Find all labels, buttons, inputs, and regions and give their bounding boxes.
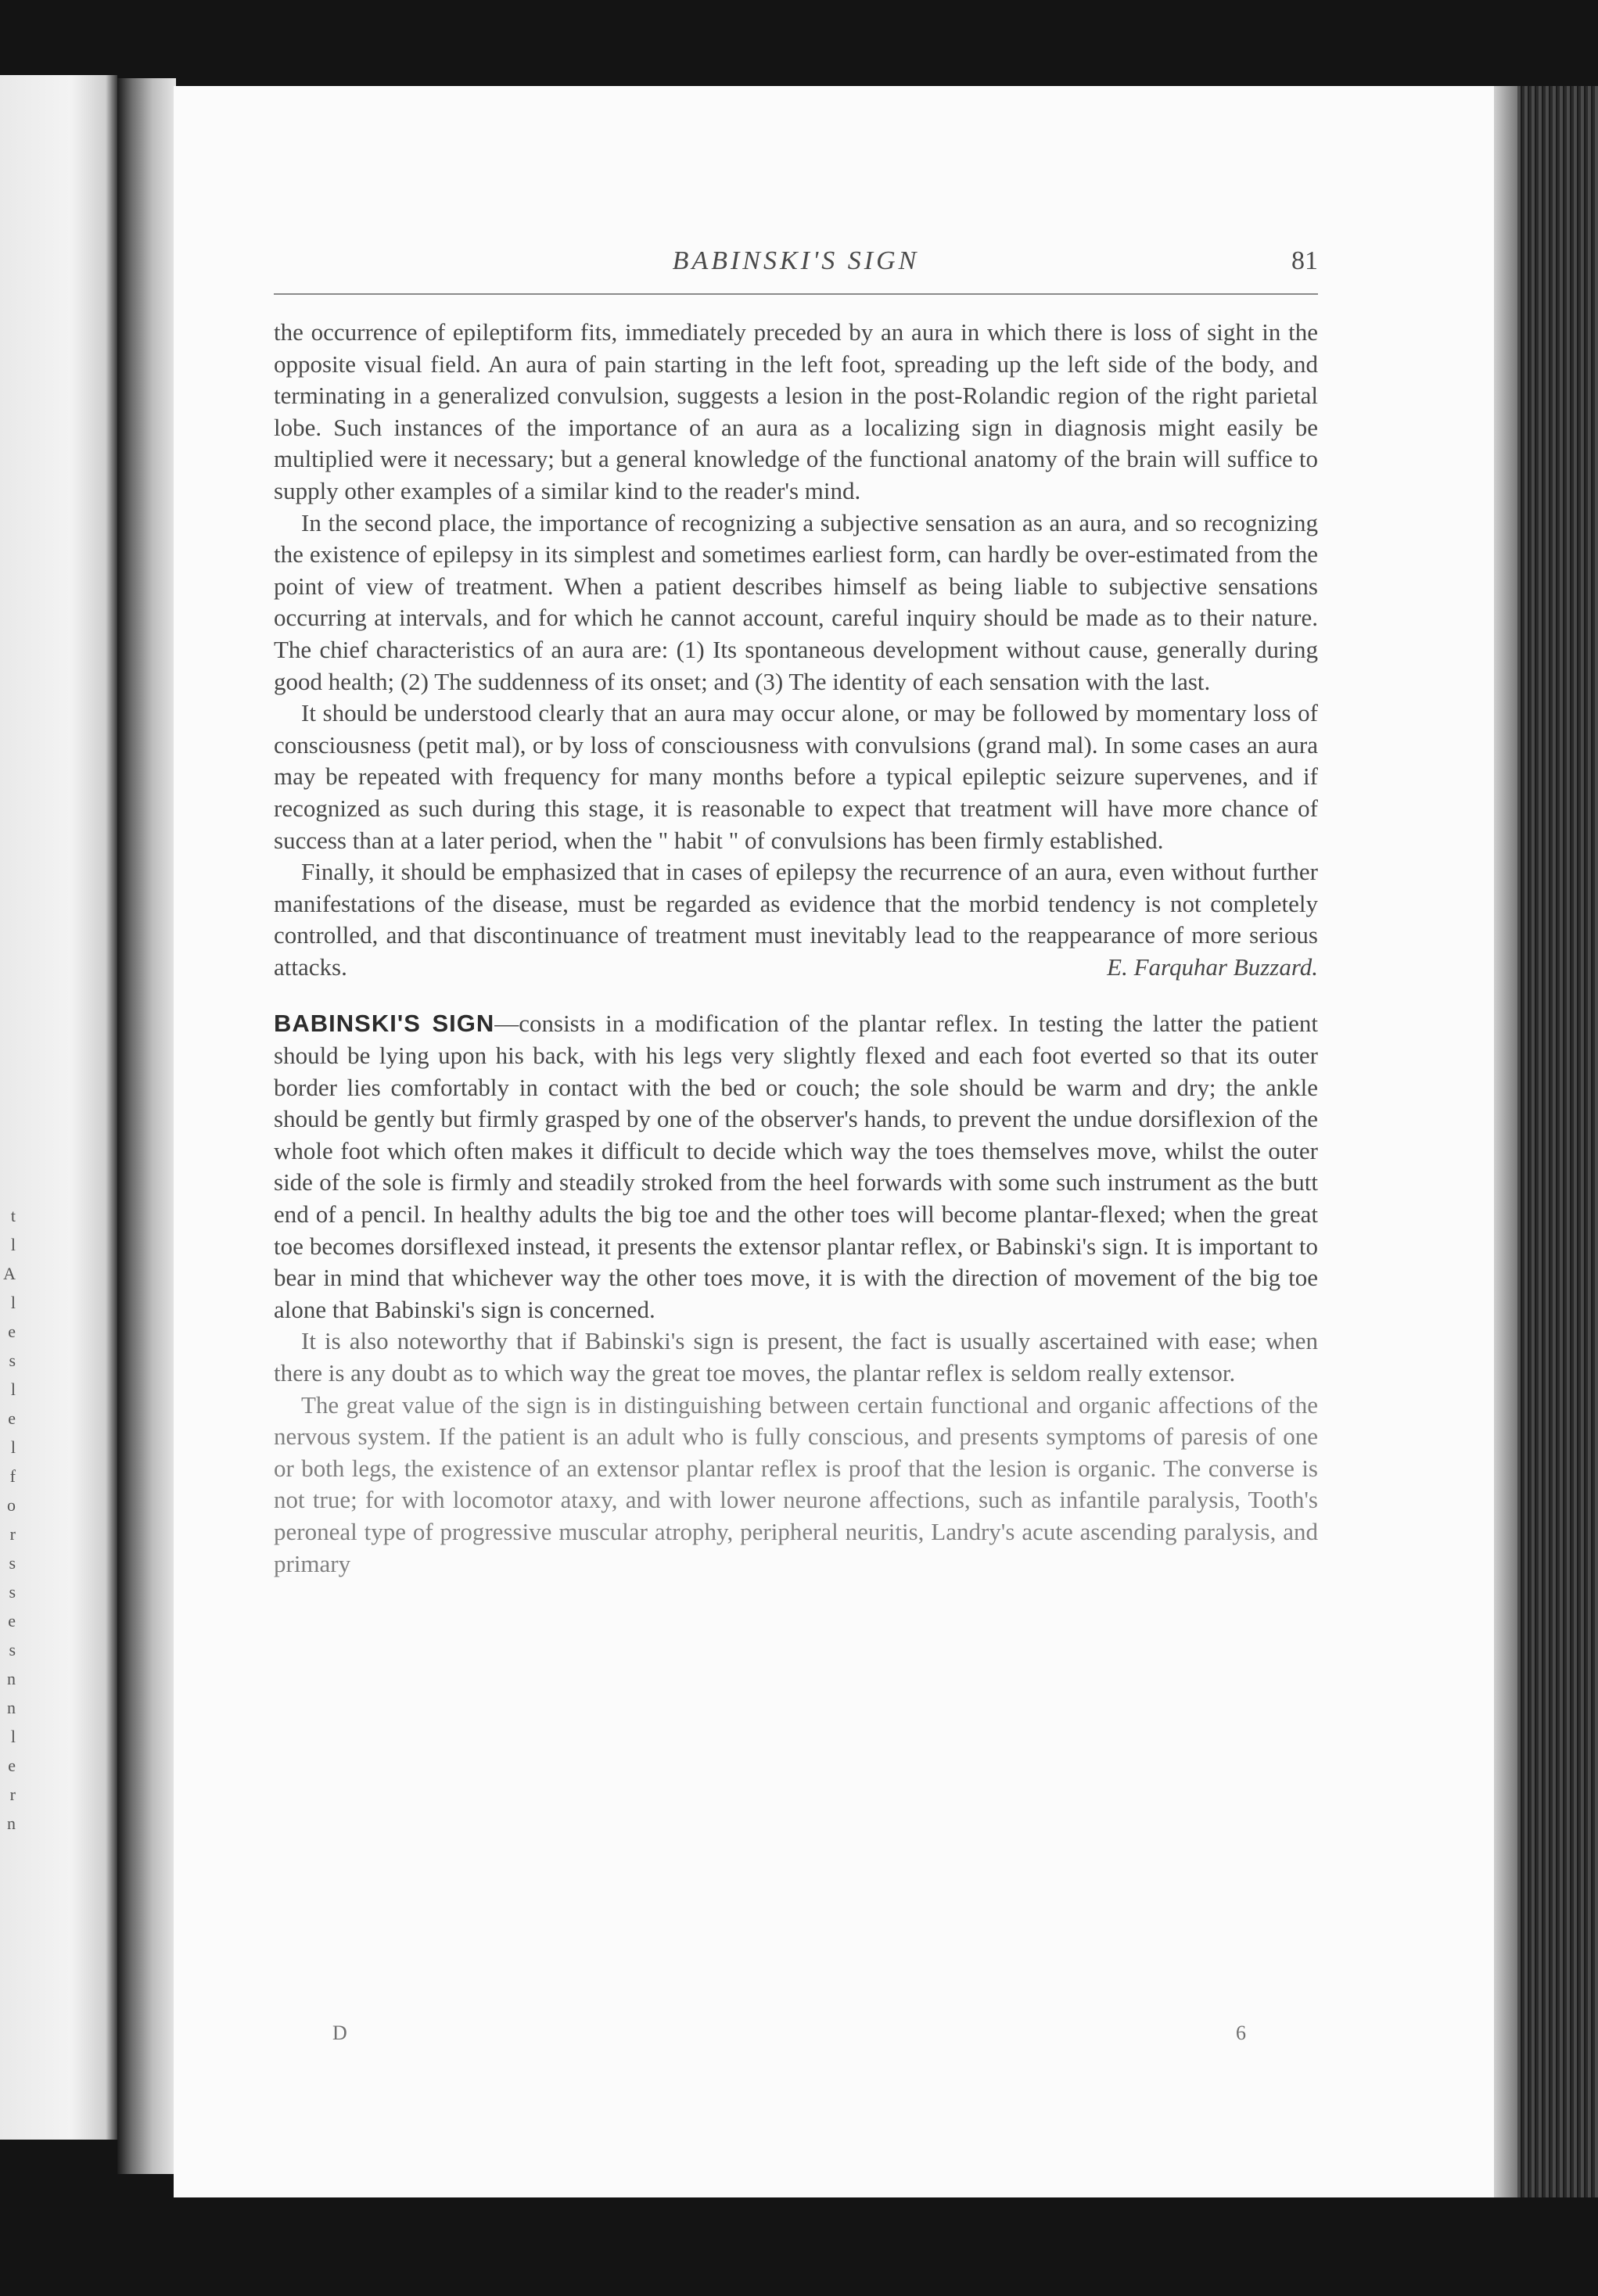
- paragraph-babinski-noteworthy: It is also noteworthy that if Babinski's sign is present, the fact is usually ascertained with ease; when there is any doubt as to which way the great toe moves, the plantar reflex is seldom really extensor.: [274, 1327, 1318, 1387]
- previous-page-char: s: [9, 1351, 16, 1370]
- previous-page-char: o: [7, 1495, 16, 1515]
- previous-page-char: e: [8, 1756, 16, 1775]
- previous-page-char: l: [10, 1293, 16, 1312]
- book-binding-gutter: [117, 78, 176, 2174]
- previous-page-char: n: [7, 1669, 16, 1688]
- previous-page-char: l: [10, 1727, 16, 1746]
- body-text: [274, 317, 1318, 1580]
- previous-page-char: s: [9, 1553, 16, 1573]
- previous-page-edge: [0, 75, 117, 2140]
- footer-signature-mark: D: [332, 2022, 347, 2044]
- paragraph-aura-localizing: the occurrence of epileptiform fits, immediately preceded by an aura in which there is loss of sight in the opposite visual field. An aura of pain starting in the left foot, spreading up the left side of the body, and terminating in a generalized convulsion, suggests a lesion in the post-Rolandic region of the right parietal lobe. Such instances of the importance of an aura as a localizing sign in diagnosis might easily be multiplied were it necessary; but a general knowledge of the functional anatomy of the brain will suffice to supply other examples of a similar kind to the reader's mind.: [274, 318, 1318, 504]
- paragraph-aura-recognition: In the second place, the importance of recognizing a subjective sensation as an aura, and so recognizing the existence of epilepsy in its simplest and sometimes earliest form, can hardly be over-estimated from the point of view of treatment. When a patient describes himself as being liable to subjective sensations occurring at intervals, and for which he cannot account, careful inquiry should be made as to their nature. The chief characteristics of an aura are: (1) Its spontaneous development without cause, generally during good health; (2) The suddenness of its onset; and (3) The identity of each sensation with the last.: [274, 508, 1318, 695]
- previous-page-char: f: [9, 1466, 16, 1486]
- previous-page-char: n: [7, 1698, 16, 1717]
- running-title: BABINSKI'S SIGN: [672, 246, 920, 275]
- previous-page-char: l: [10, 1235, 16, 1254]
- previous-page-char: s: [9, 1582, 16, 1602]
- previous-page-char: t: [10, 1206, 16, 1225]
- previous-page-char: s: [9, 1640, 16, 1659]
- previous-page-char: l: [10, 1437, 16, 1457]
- previous-page-char: r: [9, 1785, 16, 1804]
- page-header: [274, 246, 1318, 295]
- previous-page-char: l: [10, 1379, 16, 1399]
- previous-page-char: A: [3, 1264, 16, 1283]
- previous-page-char: e: [8, 1408, 16, 1428]
- previous-page-char: e: [8, 1611, 16, 1631]
- entry-heading: BABINSKI'S SIGN: [274, 1010, 495, 1038]
- paragraph-aura-alone: It should be understood clearly that an aura may occur alone, or may be followed by momentary loss of consciousness (petit mal), or by loss of consciousness with convulsions (grand mal). In some cases an aura may be repeated with frequency for many months before a typical epileptic seizure supervenes, and if recognized as such during this stage, it is reasonable to expect that treatment will have more chance of success than at a later period, when the " habit " of convulsions has been firmly established.: [274, 699, 1318, 854]
- entry-first-paragraph: —consists in a modification of the plantar reflex. In testing the latter the patient should be lying upon his back, with his legs very slightly flexed and each foot everted so that its outer border lies comfortably in contact with the bed or couch; the sole should be warm and dry; the ankle should be gently but firmly grasped by one of the observer's hands, to prevent the undue dorsiflexion of the whole foot which often makes it difficult to decide which way the toes themselves move, whilst the outer side of the sole is firmly and steadily stroked from the heel forwards with some such instrument as the butt end of a pencil. In healthy adults the big toe and the other toes will become plantar-flexed; when the great toe becomes dorsiflexed instead, it presents the extensor plantar reflex, or Babinski's sign. It is important to bear in mind that whichever way the other toes move, it is with the direction of movement of the big toe alone that Babinski's sign is concerned.: [274, 1010, 1318, 1323]
- page-edge-shadow: [1494, 86, 1517, 2197]
- page-number: 81: [1291, 246, 1318, 275]
- previous-page-text-fragments: [0, 1201, 16, 1838]
- footer-gathering-number: 6: [1236, 2022, 1246, 2044]
- previous-page-char: n: [7, 1813, 16, 1833]
- paragraph-babinski-value: The great value of the sign is in distinguishing between certain functional and organic affections of the nervous system. If the patient is an adult who is fully conscious, and presents symptoms of paresis of one or both legs, the existence of an extensor plantar reflex is proof that the lesion is organic. The converse is not true; for with locomotor ataxy, and with lower neurone affections, such as infantile paralysis, Tooth's peroneal type of progressive muscular atrophy, peripheral neuritis, Landry's acute ascending paralysis, and primary: [274, 1390, 1318, 1577]
- entry-babinski-sign: [274, 1008, 1318, 1326]
- previous-page-char: e: [8, 1322, 16, 1341]
- author-signature: E. Farquhar Buzzard.: [1107, 952, 1318, 981]
- paragraph-aura-finally: [274, 856, 1318, 983]
- previous-page-char: r: [9, 1524, 16, 1544]
- paragraph-aura-finally-text: Finally, it should be emphasized that in cases of epilepsy the recurrence of an aura, even without further manifestations of the disease, must be regarded as evidence that the morbid tendency is not completely controlled, and that discontinuance of treatment must inevitably lead to the reappearance of more serious attacks.: [274, 858, 1318, 981]
